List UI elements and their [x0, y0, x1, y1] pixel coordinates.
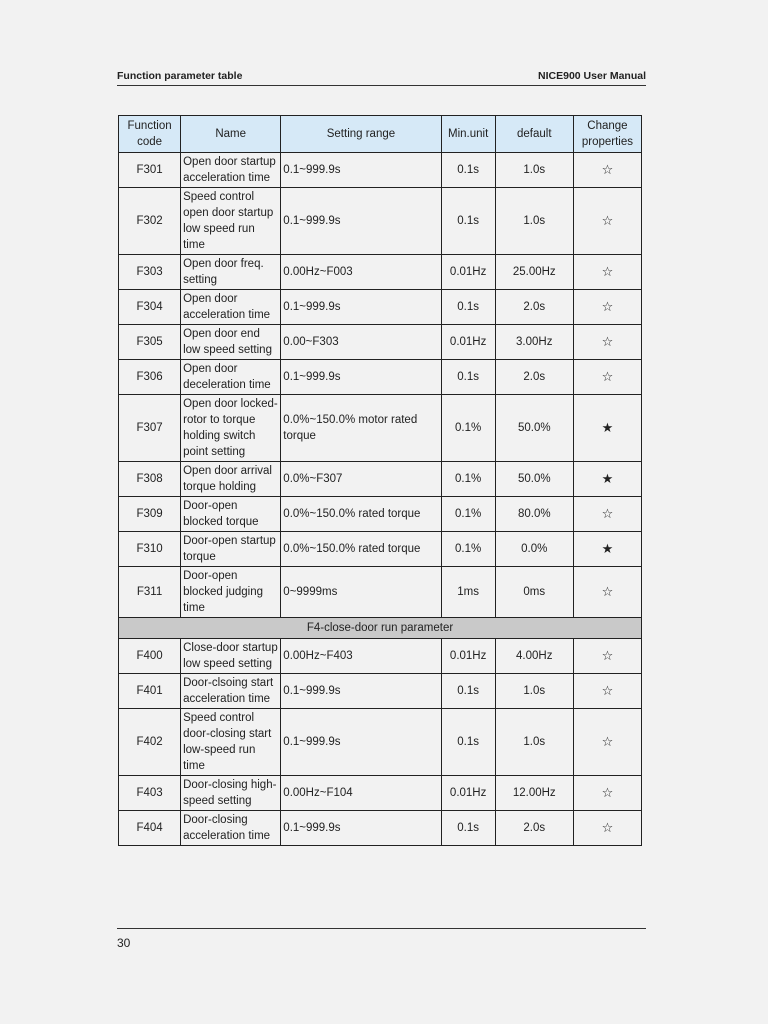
param-name: Open door deceleration time — [181, 360, 281, 395]
param-unit: 0.1% — [441, 532, 495, 567]
footer-divider — [117, 928, 646, 929]
param-name: Door-closing acceleration time — [181, 811, 281, 846]
table-row — [119, 360, 642, 395]
param-code: F306 — [119, 360, 181, 395]
param-code: F303 — [119, 255, 181, 290]
table-row — [119, 674, 642, 709]
param-code: F403 — [119, 776, 181, 811]
param-range: 0.0%~150.0% motor rated torque — [281, 395, 441, 462]
param-unit: 0.1s — [441, 290, 495, 325]
param-default: 1.0s — [495, 709, 573, 776]
param-code: F404 — [119, 811, 181, 846]
param-name: Door-clsoing start acceleration time — [181, 674, 281, 709]
param-range: 0.1~999.9s — [281, 709, 441, 776]
param-default: 1.0s — [495, 153, 573, 188]
param-default: 0ms — [495, 567, 573, 618]
param-change-icon: ☆ — [573, 290, 641, 325]
param-change-icon: ★ — [573, 395, 641, 462]
param-default: 1.0s — [495, 188, 573, 255]
param-name: Door-closing high-speed setting — [181, 776, 281, 811]
table-row — [119, 497, 642, 532]
param-unit: 0.1s — [441, 709, 495, 776]
table-row — [119, 709, 642, 776]
table-row — [119, 153, 642, 188]
param-default: 3.00Hz — [495, 325, 573, 360]
param-change-icon: ☆ — [573, 639, 641, 674]
param-code: F304 — [119, 290, 181, 325]
table-row — [119, 325, 642, 360]
param-code: F302 — [119, 188, 181, 255]
param-range: 0.1~999.9s — [281, 360, 441, 395]
param-change-icon: ☆ — [573, 674, 641, 709]
param-code: F301 — [119, 153, 181, 188]
section-title: Function parameter table — [117, 70, 243, 82]
param-default: 50.0% — [495, 462, 573, 497]
param-default: 0.0% — [495, 532, 573, 567]
param-unit: 0.1s — [441, 811, 495, 846]
section-row — [119, 618, 642, 639]
section-title-f4: F4-close-door run parameter — [119, 618, 642, 639]
param-unit: 0.1s — [441, 188, 495, 255]
parameter-table — [118, 115, 642, 846]
param-code: F400 — [119, 639, 181, 674]
param-code: F311 — [119, 567, 181, 618]
col-header-default: default — [495, 116, 573, 153]
manual-title: NICE900 User Manual — [538, 70, 646, 82]
param-unit: 0.01Hz — [441, 255, 495, 290]
col-header-code: Function code — [119, 116, 181, 153]
param-range: 0.0%~150.0% rated torque — [281, 532, 441, 567]
param-name: Open door arrival torque holding — [181, 462, 281, 497]
param-change-icon: ☆ — [573, 188, 641, 255]
param-default: 25.00Hz — [495, 255, 573, 290]
param-code: F307 — [119, 395, 181, 462]
param-change-icon: ☆ — [573, 776, 641, 811]
param-unit: 0.01Hz — [441, 776, 495, 811]
param-code: F401 — [119, 674, 181, 709]
table-row — [119, 188, 642, 255]
param-unit: 0.01Hz — [441, 639, 495, 674]
param-default: 1.0s — [495, 674, 573, 709]
param-range: 0.0%~F307 — [281, 462, 441, 497]
param-name: Speed control open door startup low speed run time — [181, 188, 281, 255]
param-name: Open door freq. setting — [181, 255, 281, 290]
table-row — [119, 290, 642, 325]
param-unit: 0.1% — [441, 497, 495, 532]
param-unit: 0.1% — [441, 395, 495, 462]
col-header-unit: Min.unit — [441, 116, 495, 153]
param-change-icon: ★ — [573, 462, 641, 497]
table-row — [119, 776, 642, 811]
param-range: 0.00Hz~F003 — [281, 255, 441, 290]
param-change-icon: ☆ — [573, 811, 641, 846]
page-header — [117, 68, 646, 86]
table-header-row — [119, 116, 642, 153]
param-name: Open door locked-rotor to torque holding switch point setting — [181, 395, 281, 462]
param-code: F402 — [119, 709, 181, 776]
param-default: 2.0s — [495, 290, 573, 325]
param-range: 0.00Hz~F403 — [281, 639, 441, 674]
param-range: 0.1~999.9s — [281, 188, 441, 255]
param-range: 0.1~999.9s — [281, 811, 441, 846]
param-unit: 0.1s — [441, 153, 495, 188]
param-range: 0.1~999.9s — [281, 674, 441, 709]
param-unit: 0.01Hz — [441, 325, 495, 360]
param-range: 0~9999ms — [281, 567, 441, 618]
col-header-range: Setting range — [281, 116, 441, 153]
param-default: 2.0s — [495, 811, 573, 846]
param-unit: 1ms — [441, 567, 495, 618]
param-name: Door-open startup torque — [181, 532, 281, 567]
param-default: 80.0% — [495, 497, 573, 532]
param-name: Open door acceleration time — [181, 290, 281, 325]
param-range: 0.00Hz~F104 — [281, 776, 441, 811]
table-row — [119, 532, 642, 567]
param-range: 0.0%~150.0% rated torque — [281, 497, 441, 532]
param-change-icon: ☆ — [573, 709, 641, 776]
param-name: Open door end low speed setting — [181, 325, 281, 360]
param-unit: 0.1s — [441, 674, 495, 709]
param-change-icon: ☆ — [573, 255, 641, 290]
param-name: Close-door startup low speed setting — [181, 639, 281, 674]
param-code: F310 — [119, 532, 181, 567]
table-row — [119, 811, 642, 846]
param-code: F308 — [119, 462, 181, 497]
table-row — [119, 567, 642, 618]
table-row — [119, 395, 642, 462]
param-unit: 0.1% — [441, 462, 495, 497]
param-change-icon: ☆ — [573, 325, 641, 360]
col-header-change: Change properties — [573, 116, 641, 153]
param-default: 4.00Hz — [495, 639, 573, 674]
param-code: F309 — [119, 497, 181, 532]
param-change-icon: ☆ — [573, 497, 641, 532]
param-default: 2.0s — [495, 360, 573, 395]
param-name: Door-open blocked judging time — [181, 567, 281, 618]
param-unit: 0.1s — [441, 360, 495, 395]
param-change-icon: ☆ — [573, 567, 641, 618]
table-row — [119, 255, 642, 290]
table-row — [119, 639, 642, 674]
table-row — [119, 462, 642, 497]
param-name: Door-open blocked torque — [181, 497, 281, 532]
param-name: Speed control door-closing start low-speed run time — [181, 709, 281, 776]
param-range: 0.1~999.9s — [281, 290, 441, 325]
param-change-icon: ☆ — [573, 153, 641, 188]
param-change-icon: ☆ — [573, 360, 641, 395]
col-header-name: Name — [181, 116, 281, 153]
param-name: Open door startup acceleration time — [181, 153, 281, 188]
param-default: 50.0% — [495, 395, 573, 462]
param-change-icon: ★ — [573, 532, 641, 567]
param-code: F305 — [119, 325, 181, 360]
param-range: 0.1~999.9s — [281, 153, 441, 188]
page-number: 30 — [117, 936, 131, 950]
param-default: 12.00Hz — [495, 776, 573, 811]
param-range: 0.00~F303 — [281, 325, 441, 360]
